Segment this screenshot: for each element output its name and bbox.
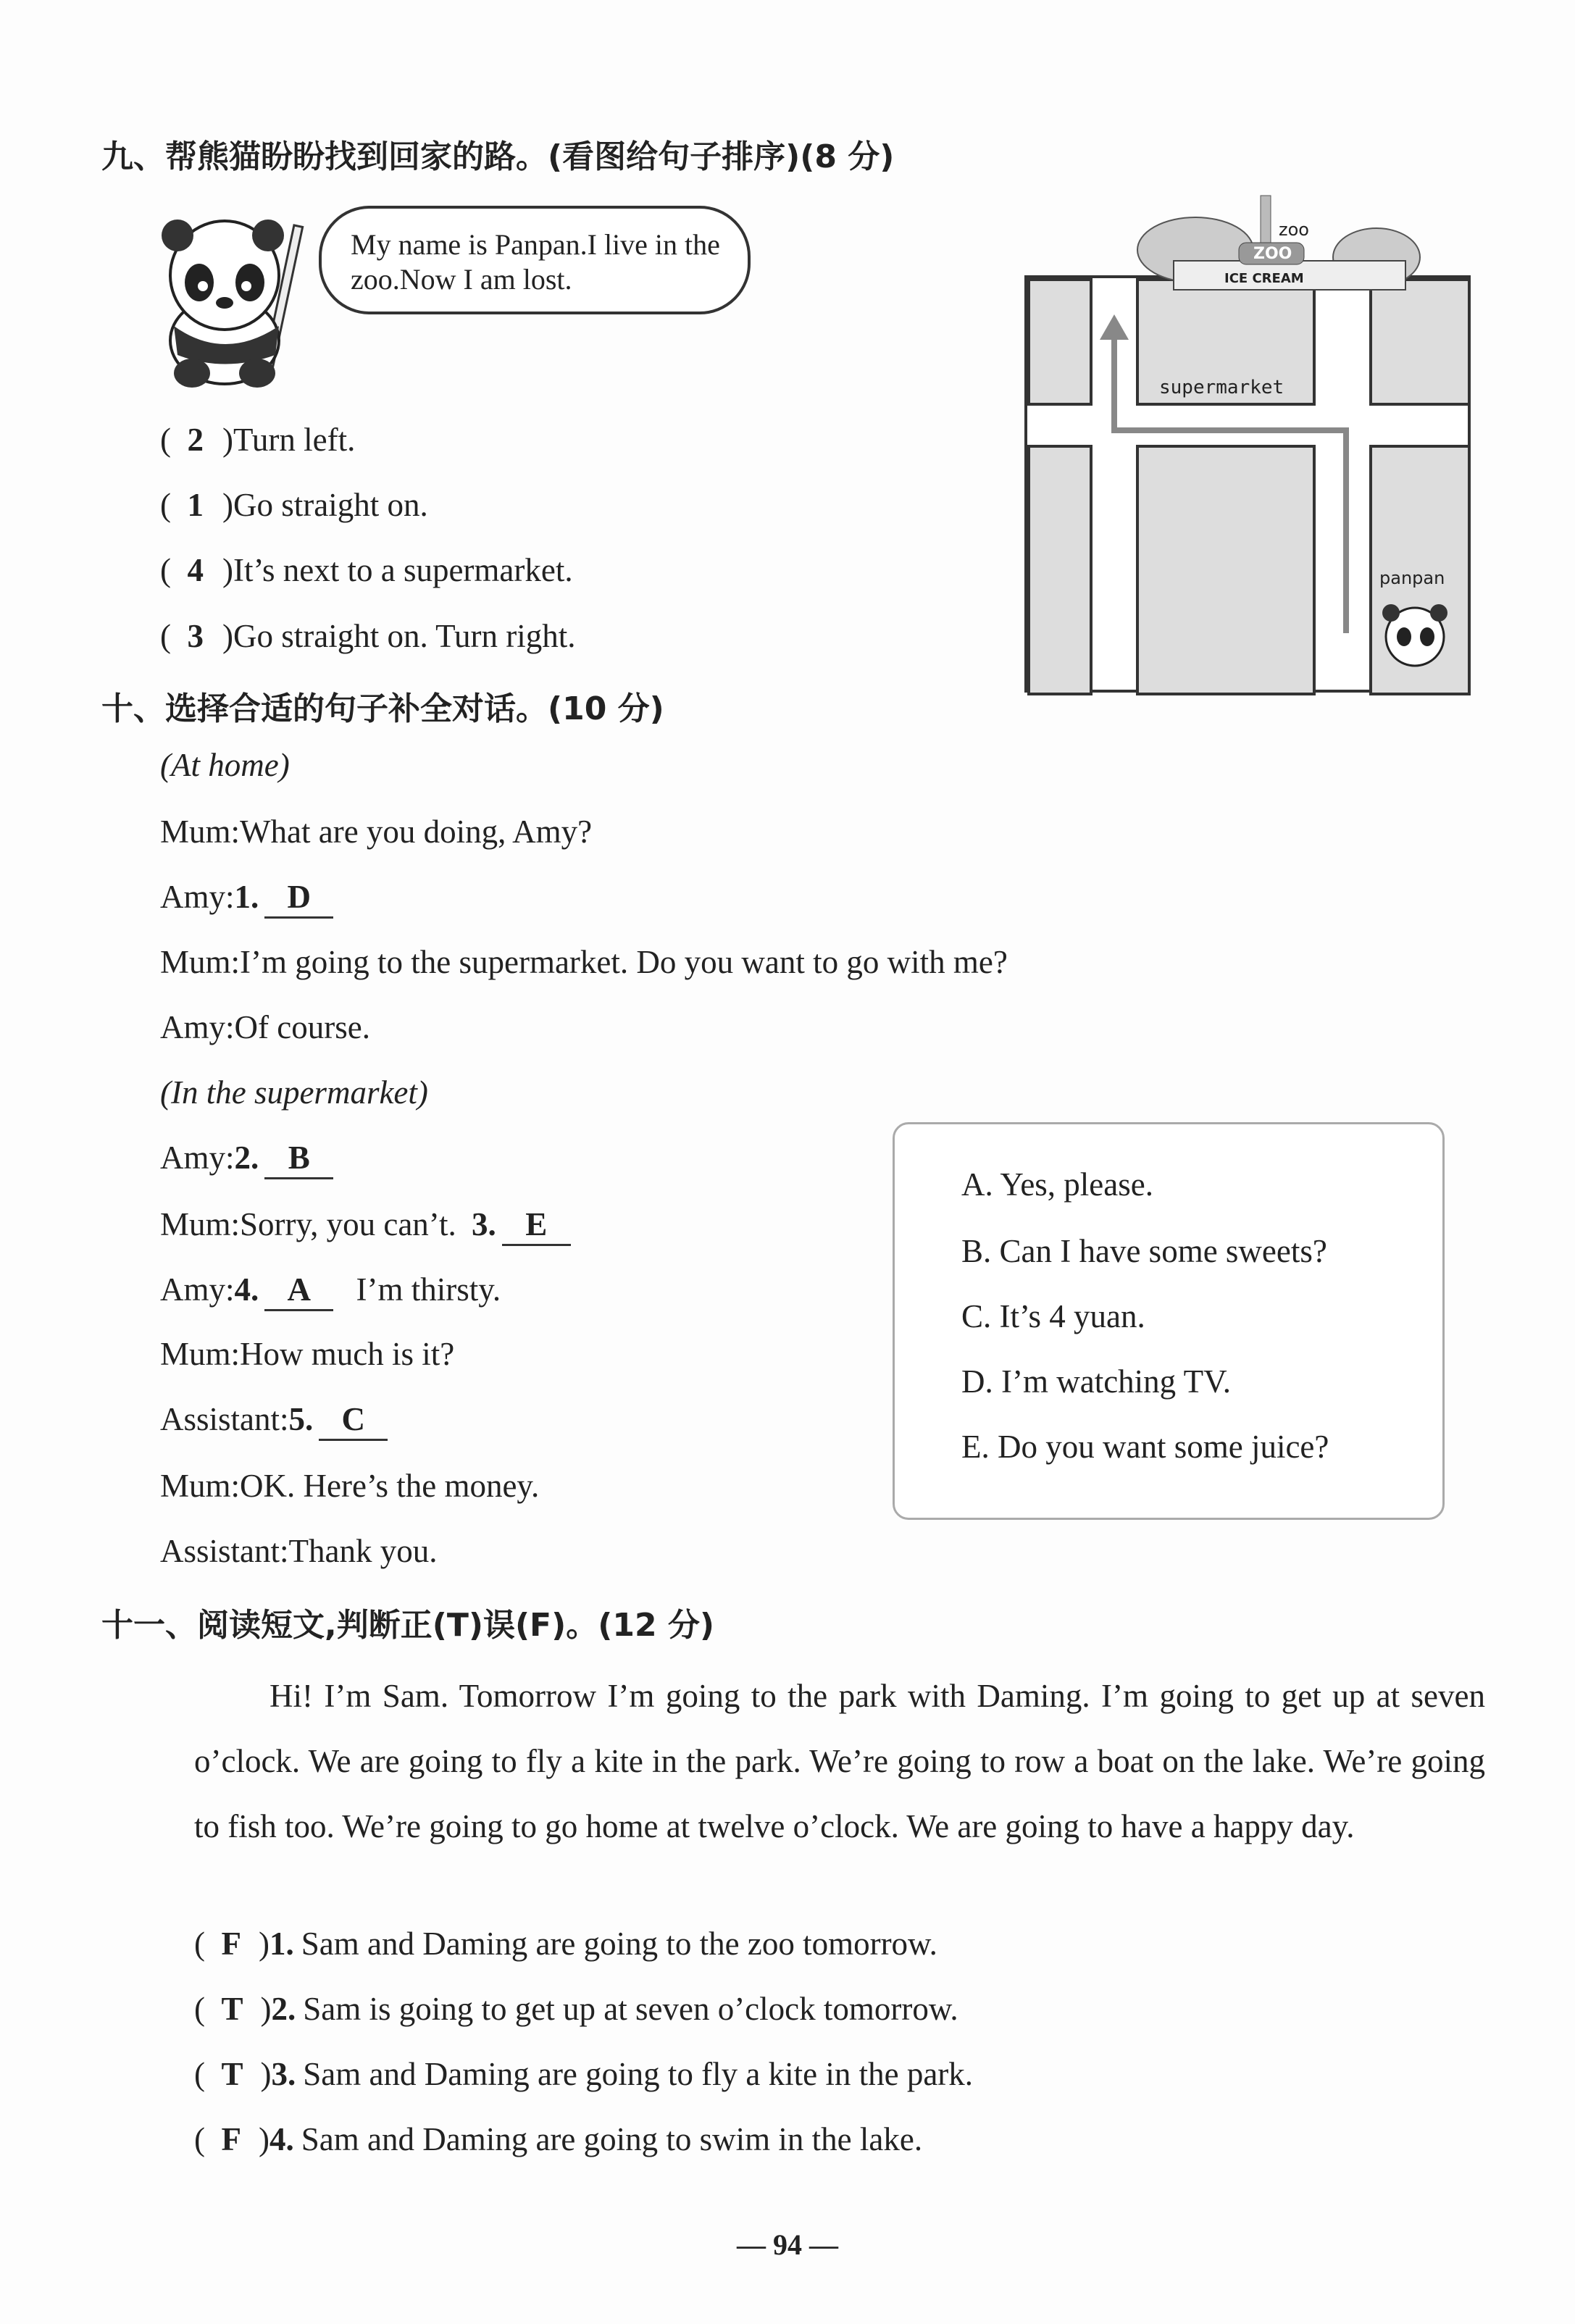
zoo-entrance-illustration: [1130, 192, 1449, 293]
line-text: What are you doing, Amy?: [240, 814, 593, 850]
order-item: [160, 421, 355, 459]
dialogue-line: [160, 1008, 370, 1046]
options-box: [893, 1122, 1445, 1520]
panda-illustration: [156, 217, 315, 391]
answer-blank[interactable]: A: [264, 1274, 333, 1311]
order-answer: 2: [187, 422, 204, 458]
speaker: Mum:: [160, 1468, 241, 1504]
blank-number: 4.: [234, 1271, 259, 1308]
route-map: [1024, 275, 1471, 693]
close-paren: ): [260, 1991, 272, 2027]
speaker: Amy:: [160, 1140, 235, 1176]
page-number: — 94 —: [737, 2228, 838, 2261]
tf-answer: T: [221, 1991, 243, 2027]
open-paren: (: [160, 422, 188, 458]
item-text: Sam and Daming are going to swim in the lake.: [301, 2121, 923, 2157]
speaker: Amy:: [160, 879, 235, 915]
line-text: (At home): [160, 747, 290, 783]
dialogue-line: [160, 1205, 571, 1246]
tf-answer: T: [221, 2056, 243, 2092]
close-paren: ): [260, 2056, 272, 2092]
open-paren: (: [160, 487, 188, 523]
order-item-text: )Turn left.: [222, 422, 356, 458]
line-text: I’m going to the supermarket. Do you want to go with me?: [240, 944, 1008, 980]
order-item-text: )It’s next to a supermarket.: [222, 552, 573, 588]
item-text: Sam is going to get up at seven o’clock tomorrow.: [303, 1991, 958, 2027]
blank-number: 5.: [288, 1401, 314, 1437]
supermarket-label: supermarket: [1159, 377, 1284, 398]
order-answer: 4: [187, 552, 204, 588]
item-number: 4.: [270, 2121, 294, 2157]
open-paren: (: [194, 2056, 222, 2092]
speaker: Assistant:: [160, 1401, 289, 1437]
item-number: 3.: [271, 2056, 296, 2092]
speaker: Amy:: [160, 1271, 235, 1308]
speech-bubble: My name is Panpan.I live in the zoo.Now I am lost.: [319, 206, 751, 314]
judgement-item: [194, 1990, 958, 2028]
line-text: How much is it?: [240, 1336, 455, 1372]
order-item: [160, 617, 576, 655]
dialogue-line: [160, 1467, 539, 1505]
item-text: Sam and Daming are going to fly a kite in the park.: [303, 2056, 974, 2092]
dialogue-line: [160, 1400, 402, 1441]
judgement-item: [194, 1925, 937, 1963]
dialogue-line: [160, 1271, 501, 1311]
open-paren: (: [194, 1926, 222, 1962]
order-item-text: )Go straight on. Turn right.: [222, 618, 576, 654]
option-item: C. It’s 4 yuan.: [961, 1298, 1145, 1334]
order-answer: 1: [187, 487, 204, 523]
blank-number: 3.: [471, 1206, 496, 1242]
open-paren: (: [160, 552, 188, 588]
option-item: B. Can I have some sweets?: [961, 1233, 1327, 1269]
close-paren: ): [259, 2121, 270, 2157]
speaker: Mum:: [160, 1206, 241, 1242]
line-text: Of course.: [234, 1009, 370, 1045]
line-text: Thank you.: [288, 1533, 438, 1569]
judgement-item: [194, 2055, 973, 2093]
zoo-label: zoo: [1279, 220, 1309, 240]
speaker: Amy:: [160, 1009, 235, 1045]
answer-blank[interactable]: C: [319, 1403, 388, 1441]
dialogue-line: [160, 1335, 454, 1373]
speaker: Assistant:: [160, 1533, 289, 1569]
dialogue-line: [160, 1532, 438, 1570]
speaker: Mum:: [160, 944, 241, 980]
line-text: OK. Here’s the money.: [240, 1468, 540, 1504]
judgement-item: [194, 2120, 922, 2158]
order-answer: 3: [187, 618, 204, 654]
blank-number: 2.: [234, 1140, 259, 1176]
zoo-sign: ZOO: [1253, 245, 1292, 263]
option-item: E. Do you want some juice?: [961, 1429, 1329, 1465]
reading-passage: Hi! I’m Sam. Tomorrow I’m going to the park with Daming. I’m going to get up at seven o’clock. We are going to fly a kite in the park. We’re going to row a boat on the lake. We’re going to fish too. We’re going to go home at twelve o’clock. We are going to have a happy day.: [194, 1678, 1485, 1844]
answer-blank[interactable]: B: [264, 1142, 333, 1179]
line-text: Sorry, you can’t.: [240, 1206, 464, 1242]
dialogue-line: [160, 1139, 348, 1179]
section9-title: 九、帮熊猫盼盼找到回家的路。(看图给句子排序)(8 分): [101, 138, 895, 175]
answer-blank[interactable]: E: [502, 1208, 571, 1246]
option-item: A. Yes, please.: [961, 1166, 1153, 1203]
panpan-label: panpan: [1379, 568, 1445, 588]
dialogue-line: [160, 746, 290, 784]
panda-small-icon: [1375, 597, 1455, 684]
dialogue-line: [160, 878, 348, 919]
speaker: Mum:: [160, 1336, 241, 1372]
line-text: (In the supermarket): [160, 1074, 428, 1111]
answer-blank[interactable]: D: [264, 881, 333, 919]
item-number: 1.: [270, 1926, 294, 1962]
dialogue-line: [160, 1074, 428, 1111]
section11-title: 十一、阅读短文,判断正(T)误(F)。(12 分): [101, 1607, 714, 1644]
line-text: I’m thirsty.: [348, 1271, 501, 1308]
order-item: [160, 486, 428, 524]
dialogue-line: [160, 943, 1008, 981]
order-item: [160, 551, 573, 589]
option-item: D. I’m watching TV.: [961, 1363, 1232, 1400]
open-paren: (: [194, 2121, 222, 2157]
tf-answer: F: [221, 2121, 241, 2157]
order-item-text: )Go straight on.: [222, 487, 428, 523]
dialogue-line: [160, 813, 592, 850]
icecream-sign: ICE CREAM: [1224, 271, 1304, 286]
item-number: 2.: [271, 1991, 296, 2027]
blank-number: 1.: [234, 879, 259, 915]
open-paren: (: [194, 1991, 222, 2027]
speaker: Mum:: [160, 814, 241, 850]
close-paren: ): [259, 1926, 270, 1962]
section10-title: 十、选择合适的句子补全对话。(10 分): [101, 690, 664, 727]
item-text: Sam and Daming are going to the zoo tomorrow.: [301, 1926, 937, 1962]
tf-answer: F: [221, 1926, 241, 1962]
open-paren: (: [160, 618, 188, 654]
